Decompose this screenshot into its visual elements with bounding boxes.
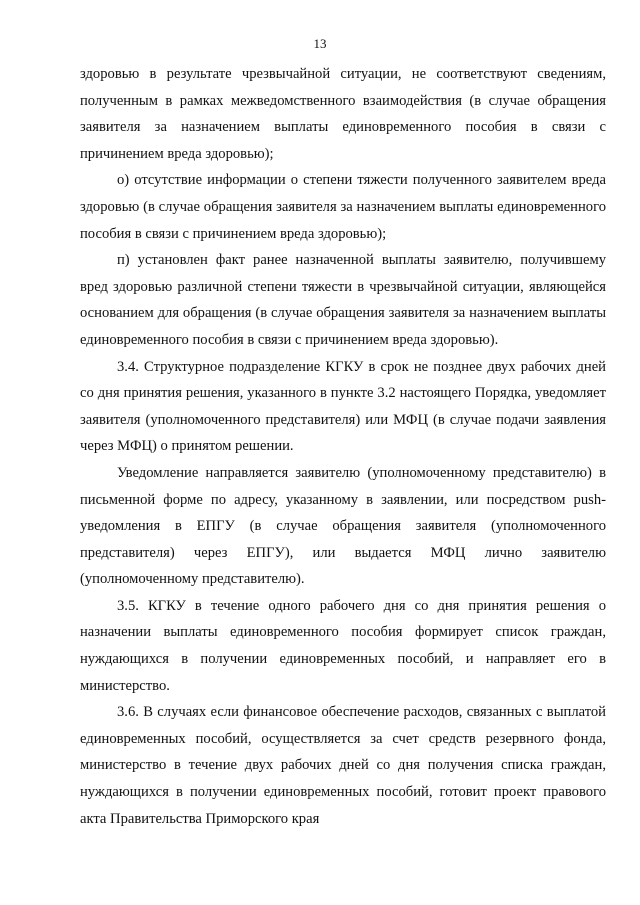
paragraph-3-6: 3.6. В случаях если финансовое обеспечение расходов, связанных с выплатой единовременных пособий, осуществляется за счет средств резервного фонда, министерство в течение двух рабочих дней со дня получения списка граждан, нуждающихся в получении единовременных пособий, готовит проект правового акта Правительства Приморского края	[80, 704, 606, 827]
paragraph-notification: Уведомление направляется заявителю (уполномоченному представителю) в письменной форме по адресу, указанному в заявлении, или посредством push-уведомления в ЕПГУ (в случае обращения заявителя (уполномоченного представителя) через ЕПГУ), или выдается МФЦ лично заявителю (уполномоченному представителю).	[80, 464, 606, 588]
paragraph-item-o: о) отсутствие информации о степени тяжести полученного заявителем вреда здоровью (в случае обращения заявителя за назначением выплаты единовременного пособия в связи с причинением вреда здоровью);	[80, 172, 606, 242]
page-number: 13	[313, 36, 327, 51]
body-text	[80, 61, 606, 832]
paragraph-3-5: 3.5. КГКУ в течение одного рабочего дня со дня принятия решения о назначении выплаты единовременного пособия формирует список граждан, нуждающихся в получении единовременных пособий, и направляет его в министерство.	[80, 597, 606, 694]
paragraph-item-p: п) установлен факт ранее назначенной выплаты заявителю, получившему вред здоровью различной степени тяжести в чрезвычайной ситуации, являющейся основанием для обращения (в случае обращения заявителя за назначением выплаты единовременного пособия в связи с причинением вреда здоровью).	[80, 252, 606, 348]
paragraph-3-4: 3.4. Структурное подразделение КГКУ в срок не позднее двух рабочих дней со дня принятия решения, указанного в пункте 3.2 настоящего Порядка, уведомляет заявителя (уполномоченного представителя) или МФЦ (в случае подачи заявления через МФЦ) о принятом решении.	[80, 358, 606, 455]
paragraph-continuation: здоровью в результате чрезвычайной ситуации, не соответствуют сведениям, полученным в рамках межведомственного взаимодействия (в случае обращения заявителя за назначением выплаты единовременного пособия в связи с причинением вреда здоровью);	[80, 66, 606, 162]
